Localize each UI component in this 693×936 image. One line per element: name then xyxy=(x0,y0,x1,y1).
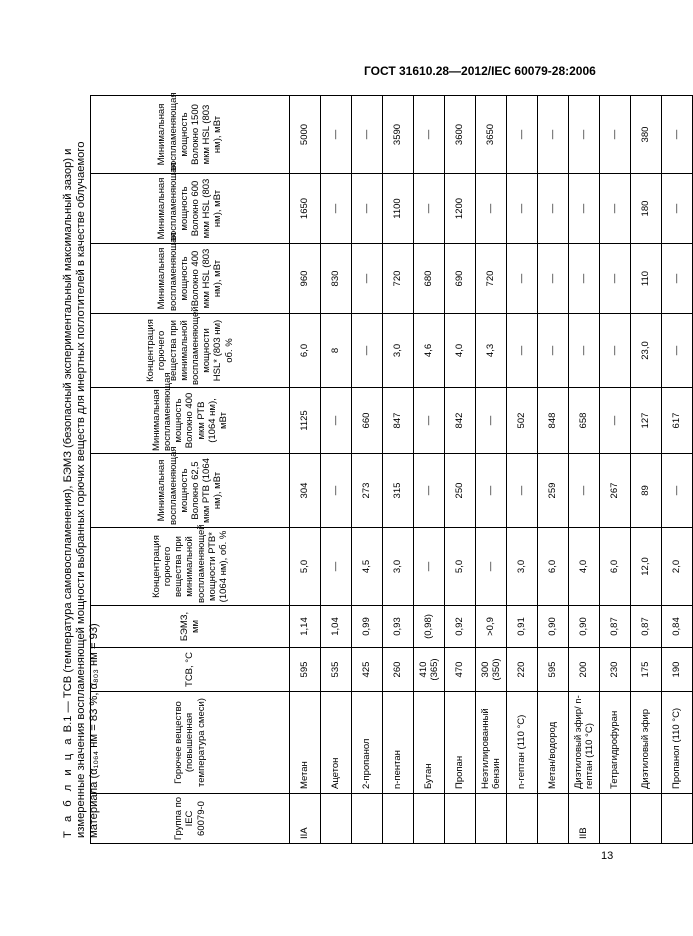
table-row xyxy=(383,96,414,844)
table-cell: 0,91 xyxy=(507,606,538,648)
table-cell: 304 xyxy=(290,454,321,528)
table-cell: 470 xyxy=(445,648,476,692)
column-header: Минимальная воспламеняющая мощность Волокно 62,5 мкм РТВ (1064 нм), мВт xyxy=(91,454,290,528)
table-cell: — xyxy=(569,454,600,528)
table-cell: 720 xyxy=(476,244,507,314)
column-header: Концентрация горючего вещества при минимальной воспламеняющей мощности РТВ*(1064 нм), об. % xyxy=(91,528,290,606)
table-cell: 4,3 xyxy=(476,314,507,388)
table-cell: 842 xyxy=(445,388,476,454)
table-cell: 3590 xyxy=(383,96,414,174)
table-cell: — xyxy=(600,314,631,388)
table-cell: 658 xyxy=(569,388,600,454)
table-cell: 830 xyxy=(321,244,352,314)
data-table xyxy=(90,92,693,844)
table-cell xyxy=(321,794,352,844)
table-cell: — xyxy=(507,244,538,314)
table-cell: 535 xyxy=(321,648,352,692)
table-cell: 595 xyxy=(538,648,569,692)
table-cell: 848 xyxy=(538,388,569,454)
table-row xyxy=(600,96,631,844)
page-number: 13 xyxy=(601,850,614,862)
document-header: ГОСТ 31610.28—2012/IEC 60079-28:2006 xyxy=(364,64,596,78)
table-cell: — xyxy=(662,454,693,528)
table-cell: 0,99 xyxy=(352,606,383,648)
table-cell: Пропан xyxy=(445,692,476,794)
table-cell: Тетрагидрофуран xyxy=(600,692,631,794)
table-cell xyxy=(662,794,693,844)
table-cell: 180 xyxy=(631,174,662,244)
table-cell: n-пентан xyxy=(383,692,414,794)
table-cell xyxy=(476,794,507,844)
table-cell: — xyxy=(414,174,445,244)
column-header: Минимальная воспламеняющая мощность Волокно 600 мкм HSL (803 нм), мВт xyxy=(91,174,290,244)
table-cell: — xyxy=(569,96,600,174)
table-row xyxy=(476,96,507,844)
table-cell: — xyxy=(600,96,631,174)
table-cell: — xyxy=(538,174,569,244)
table-cell: — xyxy=(321,454,352,528)
table-cell: — xyxy=(569,314,600,388)
table-cell: 1100 xyxy=(383,174,414,244)
table-cell: (0,98) xyxy=(414,606,445,648)
table-cell: 502 xyxy=(507,388,538,454)
column-header: Концентрация горючего вещества при минимальной воспламеняющей мощности HSL* (803 нм) об. % xyxy=(91,314,290,388)
table-cell: 5,0 xyxy=(290,528,321,606)
table-row xyxy=(321,96,352,844)
column-header: Горючее вещество (повышенная температура смеси) xyxy=(91,692,290,794)
table-cell: 4,0 xyxy=(569,528,600,606)
column-header: ТСВ, °С xyxy=(91,648,290,692)
table-cell: 680 xyxy=(414,244,445,314)
table-cell xyxy=(414,794,445,844)
table-cell xyxy=(631,794,662,844)
table-row xyxy=(507,96,538,844)
table-cell: 267 xyxy=(600,454,631,528)
table-cell: 410 (365) xyxy=(414,648,445,692)
table-cell: — xyxy=(321,388,352,454)
table-row xyxy=(662,96,693,844)
table-cell: 220 xyxy=(507,648,538,692)
table-cell: — xyxy=(507,454,538,528)
table-cell: — xyxy=(414,96,445,174)
table-cell: >0,9 xyxy=(476,606,507,648)
table-row xyxy=(445,96,476,844)
table-cell: 0,90 xyxy=(538,606,569,648)
table-cell: 259 xyxy=(538,454,569,528)
table-cell: 2-пропанол xyxy=(352,692,383,794)
column-header: Минимальная воспламеняющая мощность Волокно 400 мкм HSL (803 нм), мВт xyxy=(91,244,290,314)
table-cell: 6,0 xyxy=(600,528,631,606)
table-cell: 3600 xyxy=(445,96,476,174)
table-cell: 3,0 xyxy=(383,528,414,606)
table-cell: 110 xyxy=(631,244,662,314)
table-cell: 89 xyxy=(631,454,662,528)
table-cell: — xyxy=(352,174,383,244)
table-cell: — xyxy=(321,96,352,174)
table-cell: — xyxy=(414,388,445,454)
table-cell: — xyxy=(476,174,507,244)
table-cell: 425 xyxy=(352,648,383,692)
table-cell: — xyxy=(507,96,538,174)
table-cell: 6,0 xyxy=(538,528,569,606)
caption-label: Т а б л и ц а xyxy=(62,735,74,838)
table-cell: 12,0 xyxy=(631,528,662,606)
table-cell: 8 xyxy=(321,314,352,388)
table-cell: 273 xyxy=(352,454,383,528)
table-cell: 4,6 xyxy=(414,314,445,388)
table-cell xyxy=(352,794,383,844)
table-cell: — xyxy=(476,454,507,528)
table-cell: — xyxy=(662,174,693,244)
table-cell: IIA xyxy=(290,794,321,844)
table-cell: 6,0 xyxy=(290,314,321,388)
table-cell: 660 xyxy=(352,388,383,454)
table-cell: — xyxy=(600,388,631,454)
column-header: Группа по IEC 60079-0 xyxy=(91,794,290,844)
table-cell xyxy=(445,794,476,844)
table-cell: Неэтилированный бензин xyxy=(476,692,507,794)
table-cell: — xyxy=(352,96,383,174)
table-cell: 5,0 xyxy=(445,528,476,606)
table-cell: Пропанол (110 °С) xyxy=(662,692,693,794)
table-cell xyxy=(600,794,631,844)
table-row xyxy=(290,96,321,844)
table-cell: 200 xyxy=(569,648,600,692)
table-row xyxy=(538,96,569,844)
rotated-content xyxy=(60,92,683,844)
table-cell: 847 xyxy=(383,388,414,454)
table-cell: 4,0 xyxy=(445,314,476,388)
table-cell: 1650 xyxy=(290,174,321,244)
table-cell: 720 xyxy=(383,244,414,314)
table-cell: 0,84 xyxy=(662,606,693,648)
table-cell: 260 xyxy=(383,648,414,692)
table-cell: — xyxy=(662,244,693,314)
table-cell: 127 xyxy=(631,388,662,454)
table-cell: 190 xyxy=(662,648,693,692)
table-cell xyxy=(383,794,414,844)
table-cell: 617 xyxy=(662,388,693,454)
table-cell: 3650 xyxy=(476,96,507,174)
rotated-table-area xyxy=(60,92,683,844)
table-cell: Ацетон xyxy=(321,692,352,794)
table-cell: 3,0 xyxy=(383,314,414,388)
table-cell: 23,0 xyxy=(631,314,662,388)
table-cell: — xyxy=(569,244,600,314)
table-cell: 3,0 xyxy=(507,528,538,606)
caption-text: В.1 — ТСВ (температура самовоспламенения), БЭМЗ (безопасный экспериментальный максимальный зазор) и измеренные значения воспламеняющей мощности выбранных горючих веществ для инертных поглотителей в качестве облучаемого материала (α₁₀₆₄ нм = 83 %, α₈₀₃ нм = 93) xyxy=(62,141,100,838)
table-cell: 1200 xyxy=(445,174,476,244)
table-cell: IIB xyxy=(569,794,600,844)
table-cell: Диэтиловый эфир xyxy=(631,692,662,794)
table-cell: 0,93 xyxy=(383,606,414,648)
table-cell: 690 xyxy=(445,244,476,314)
table-cell: 960 xyxy=(290,244,321,314)
table-cell: 175 xyxy=(631,648,662,692)
table-cell: — xyxy=(662,96,693,174)
header-row xyxy=(91,96,290,844)
table-cell: — xyxy=(600,174,631,244)
table-cell: — xyxy=(476,528,507,606)
table-cell: — xyxy=(538,314,569,388)
table-cell: 0,87 xyxy=(631,606,662,648)
table-cell: — xyxy=(321,528,352,606)
column-header: Минимальная воспламеняющая мощность Волокно 1500 мкм HSL (803 нм), мВт xyxy=(91,96,290,174)
table-cell xyxy=(538,794,569,844)
table-cell: — xyxy=(507,174,538,244)
table-cell: — xyxy=(476,388,507,454)
table-cell: 1,04 xyxy=(321,606,352,648)
table-cell: 4,5 xyxy=(352,528,383,606)
table-cell: — xyxy=(662,314,693,388)
table-cell: 315 xyxy=(383,454,414,528)
table-cell: — xyxy=(321,174,352,244)
table-cell: — xyxy=(569,174,600,244)
table-cell: — xyxy=(507,314,538,388)
table-cell: 2,0 xyxy=(662,528,693,606)
table-row xyxy=(631,96,662,844)
table-cell: 230 xyxy=(600,648,631,692)
table-cell: 250 xyxy=(445,454,476,528)
table-cell: Метан/водород xyxy=(538,692,569,794)
table-cell: — xyxy=(414,454,445,528)
table-cell: 5000 xyxy=(290,96,321,174)
table-cell: — xyxy=(352,314,383,388)
table-cell: 595 xyxy=(290,648,321,692)
table-row xyxy=(352,96,383,844)
table-cell xyxy=(507,794,538,844)
table-cell: — xyxy=(600,244,631,314)
table-cell: — xyxy=(538,96,569,174)
table-cell: 0,90 xyxy=(569,606,600,648)
table-cell: 0,92 xyxy=(445,606,476,648)
table-cell: 380 xyxy=(631,96,662,174)
table-cell: Метан xyxy=(290,692,321,794)
table-cell: 1,14 xyxy=(290,606,321,648)
table-cell: — xyxy=(538,244,569,314)
table-cell: Бутан xyxy=(414,692,445,794)
column-header: БЭМЗ, мм xyxy=(91,606,290,648)
table-cell: — xyxy=(414,528,445,606)
table-cell: Диэтиловый эфир/ n-гептан (110 °С) xyxy=(569,692,600,794)
table-cell: 300 (350) xyxy=(476,648,507,692)
table-row xyxy=(569,96,600,844)
table-cell: — xyxy=(352,244,383,314)
table-cell: 0,87 xyxy=(600,606,631,648)
table-cell: 1125 xyxy=(290,388,321,454)
table-row xyxy=(414,96,445,844)
table-cell: n-гептан (110 °С) xyxy=(507,692,538,794)
column-header: Минимальная воспламеняющая мощность Волокно 400 мкм РТВ (1064 нм), мВт xyxy=(91,388,290,454)
